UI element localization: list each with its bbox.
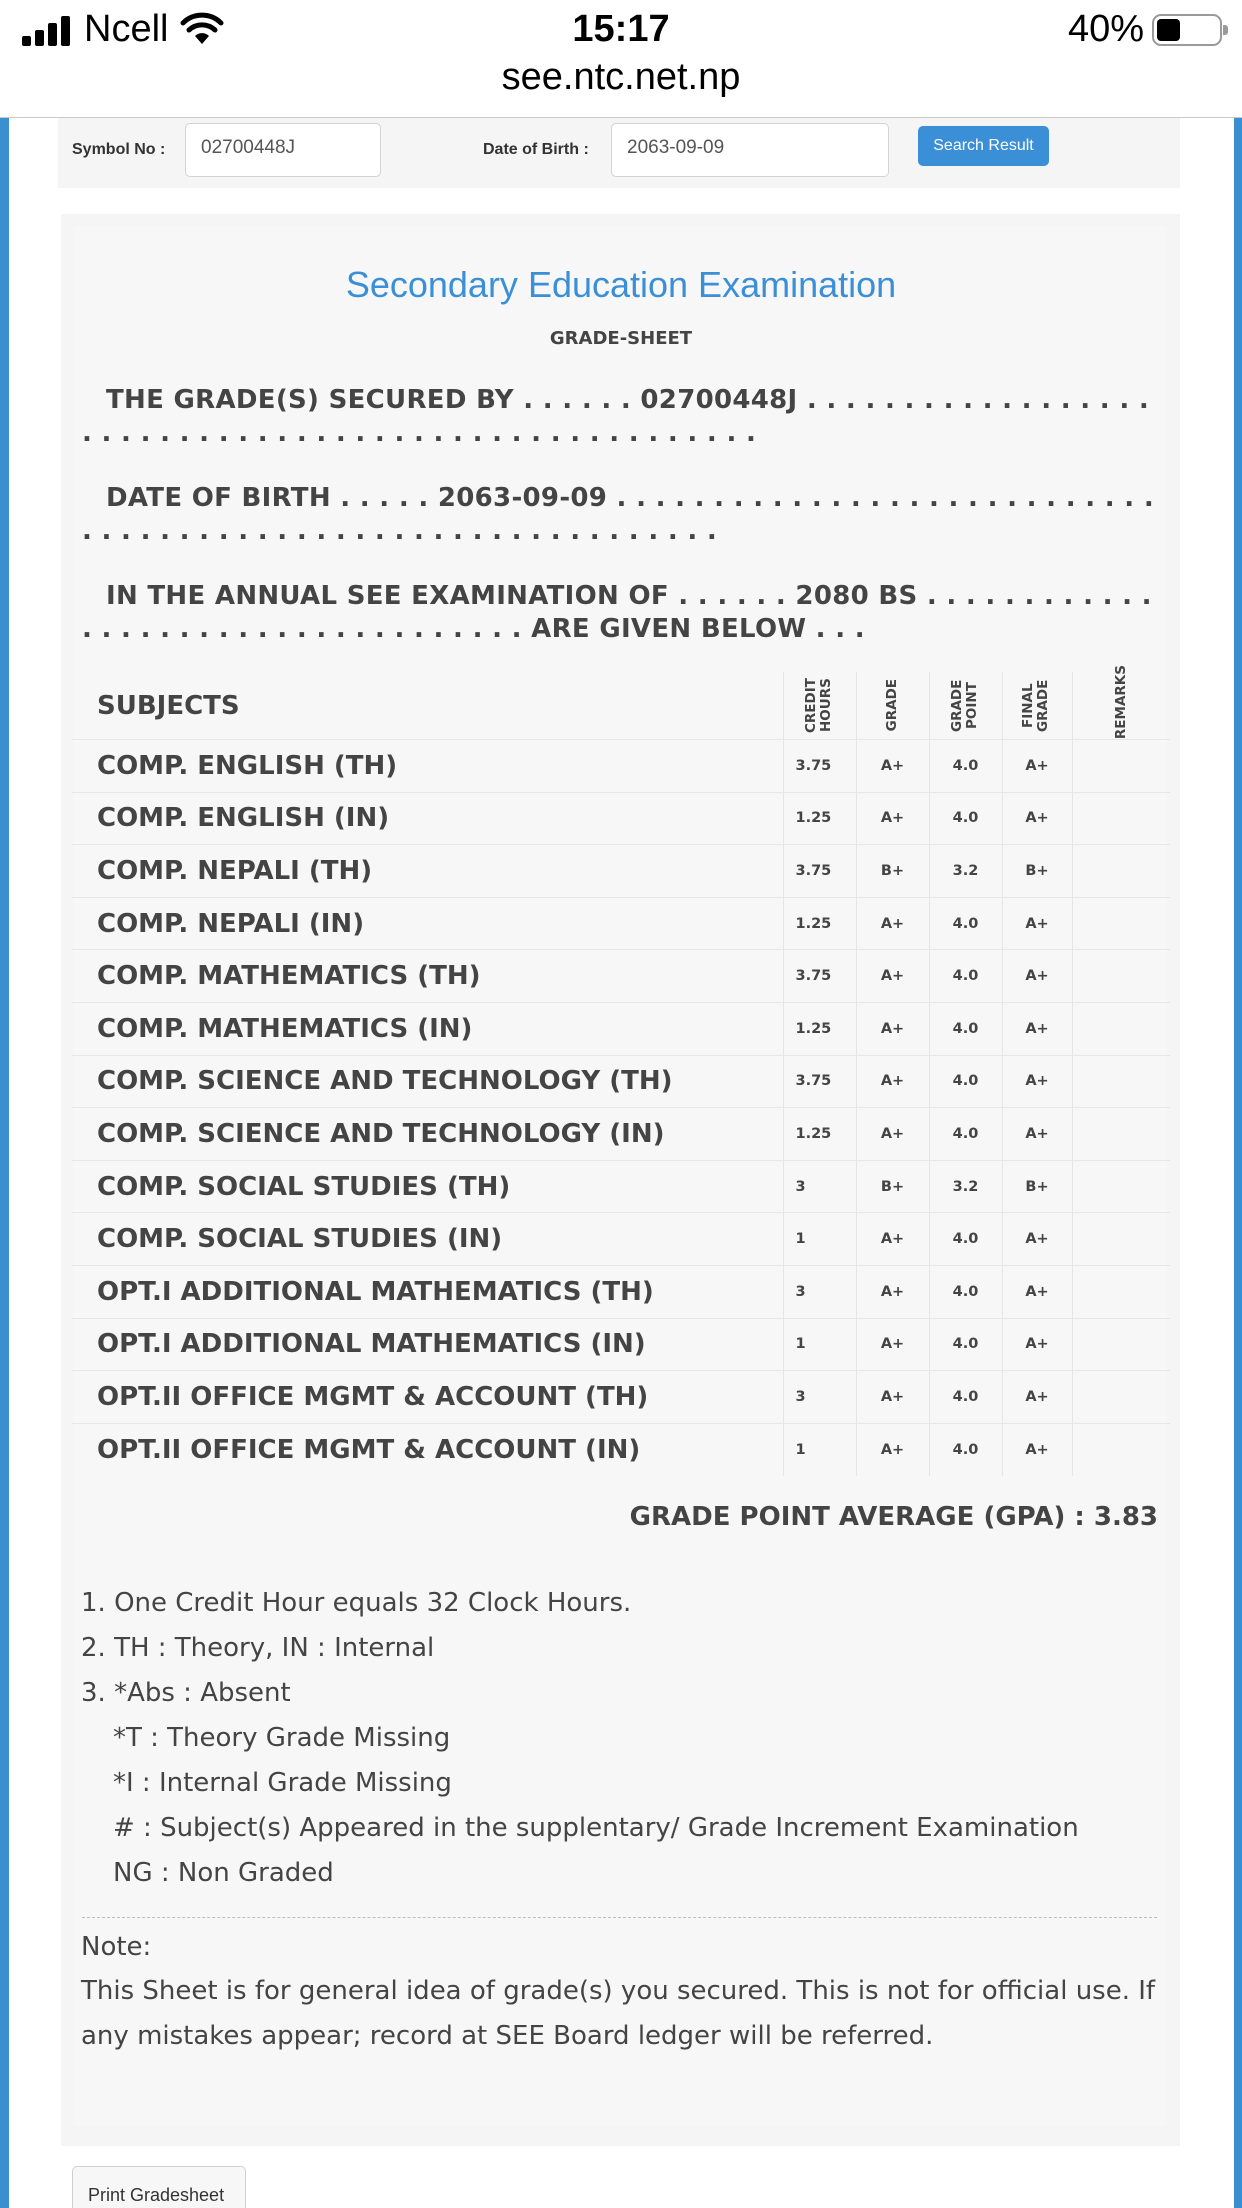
final-grade-cell: A+ [1002, 1371, 1072, 1424]
credit-hours-cell: 3.75 [783, 740, 856, 793]
subject-cell: COMP. ENGLISH (TH) [72, 740, 783, 793]
note-heading: Note: [81, 1932, 152, 1962]
legend-item: *T : Theory Grade Missing [113, 1723, 451, 1753]
address-bar-url[interactable]: see.ntc.net.np [501, 56, 741, 98]
subject-cell: COMP. ENGLISH (IN) [72, 792, 783, 845]
credit-hours-cell: 3 [783, 1160, 856, 1213]
subject-cell: COMP. SCIENCE AND TECHNOLOGY (TH) [72, 1055, 783, 1108]
table-row [72, 1265, 1170, 1318]
table-row [72, 950, 1170, 1003]
clock: 15:17 [572, 8, 670, 50]
grade-point-cell: 4.0 [929, 897, 1002, 950]
final-grade-cell: A+ [1002, 1265, 1072, 1318]
search-result-button[interactable]: Search Result [918, 126, 1049, 166]
grade-cell: A+ [856, 1318, 929, 1371]
final-grade-cell: A+ [1002, 792, 1072, 845]
subject-cell: OPT.I ADDITIONAL MATHEMATICS (IN) [72, 1318, 783, 1371]
remarks-cell [1072, 1265, 1170, 1318]
page-left-border [0, 118, 9, 2208]
grade-cell: A+ [856, 792, 929, 845]
subject-cell: COMP. SOCIAL STUDIES (TH) [72, 1160, 783, 1213]
grade-point-cell: 4.0 [929, 1423, 1002, 1476]
page-right-border [1234, 118, 1242, 2208]
grade-cell: B+ [856, 845, 929, 898]
legend-item: 2. TH : Theory, IN : Internal [81, 1633, 435, 1663]
subject-cell: OPT.I ADDITIONAL MATHEMATICS (TH) [72, 1265, 783, 1318]
battery-percent: 40% [1067, 8, 1144, 50]
table-row [72, 792, 1170, 845]
table-row [72, 1213, 1170, 1266]
grade-table [72, 664, 1170, 1476]
subject-cell: COMP. NEPALI (TH) [72, 845, 783, 898]
credit-hours-cell: 3 [783, 1371, 856, 1424]
remarks-header: REMARKS [1072, 672, 1170, 740]
grade-point-cell: 4.0 [929, 1318, 1002, 1371]
subjects-header: SUBJECTS [97, 690, 240, 721]
credit-hours-cell: 1 [783, 1213, 856, 1266]
table-row [72, 1055, 1170, 1108]
table-row [72, 1108, 1170, 1161]
grade-point-cell: 4.0 [929, 1265, 1002, 1318]
legend-item: 3. *Abs : Absent [81, 1678, 291, 1708]
table-row [72, 897, 1170, 950]
grade-point-cell: 3.2 [929, 1160, 1002, 1213]
credit-hours-cell: 3 [783, 1265, 856, 1318]
table-row [72, 1002, 1170, 1055]
gpa-summary: GRADE POINT AVERAGE (GPA) : 3.83 [629, 1502, 1158, 1532]
grade-cell: A+ [856, 740, 929, 793]
symbol-no-input[interactable]: 02700448J [185, 123, 381, 177]
final-grade-cell: A+ [1002, 1002, 1072, 1055]
gradesheet-title: GRADE-SHEET [549, 328, 693, 349]
legend [81, 1581, 1079, 1896]
credit-hours-cell: 1.25 [783, 792, 856, 845]
final-grade-cell: A+ [1002, 897, 1072, 950]
exam-title: Secondary Education Examination [345, 264, 897, 305]
grade-point-cell: 4.0 [929, 1002, 1002, 1055]
table-header-row [72, 672, 1170, 740]
table-row [72, 740, 1170, 793]
final-grade-cell: A+ [1002, 1423, 1072, 1476]
print-gradesheet-button[interactable]: Print Gradesheet [72, 2166, 246, 2208]
remarks-cell [1072, 740, 1170, 793]
subject-cell: COMP. SCIENCE AND TECHNOLOGY (IN) [72, 1108, 783, 1161]
grade-cell: B+ [856, 1160, 929, 1213]
subject-cell: OPT.II OFFICE MGMT & ACCOUNT (IN) [72, 1423, 783, 1476]
grade-header: GRADE [856, 672, 929, 740]
grade-point-cell: 3.2 [929, 845, 1002, 898]
carrier-name: Ncell [84, 8, 169, 50]
grade-cell: A+ [856, 897, 929, 950]
grade-cell: A+ [856, 1055, 929, 1108]
remarks-cell [1072, 1108, 1170, 1161]
remarks-cell [1072, 1002, 1170, 1055]
grade-cell: A+ [856, 1213, 929, 1266]
grade-point-cell: 4.0 [929, 1371, 1002, 1424]
credit-hours-cell: 1.25 [783, 897, 856, 950]
note-divider [82, 1917, 1157, 1918]
credit-hours-cell: 1 [783, 1318, 856, 1371]
secured-by-line: THE GRADE(S) SECURED BY . . . . . . 02700448J . . . . . . . . . . . . . . . . . . . . . . . . . . . . . . . . . . . . . . . . . . . . . . . . . . . . . [82, 385, 1150, 448]
final-grade-cell: B+ [1002, 1160, 1072, 1213]
final-grade-cell: A+ [1002, 1213, 1072, 1266]
final-grade-cell: A+ [1002, 740, 1072, 793]
symbol-no-label: Symbol No : [72, 141, 166, 158]
final-grade-header: FINAL GRADE [1002, 672, 1072, 740]
final-grade-cell: B+ [1002, 845, 1072, 898]
grade-point-cell: 4.0 [929, 1213, 1002, 1266]
credit-hours-cell: 1.25 [783, 1002, 856, 1055]
grade-cell: A+ [856, 1423, 929, 1476]
remarks-cell [1072, 1371, 1170, 1424]
legend-item: 1. One Credit Hour equals 32 Clock Hours. [81, 1588, 632, 1618]
subject-cell: COMP. NEPALI (IN) [72, 897, 783, 950]
status-bar [0, 0, 1242, 118]
final-grade-cell: A+ [1002, 950, 1072, 1003]
remarks-cell [1072, 950, 1170, 1003]
credit-hours-cell: 3.75 [783, 950, 856, 1003]
grade-point-header: GRADE POINT [929, 672, 1002, 740]
credit-hours-cell: 1 [783, 1423, 856, 1476]
credit-hours-cell: 3.75 [783, 1055, 856, 1108]
legend-item: # : Subject(s) Appeared in the supplentary/ Grade Increment Examination [113, 1813, 1079, 1843]
remarks-cell [1072, 1213, 1170, 1266]
dob-input[interactable]: 2063-09-09 [611, 123, 889, 177]
battery-fill [1157, 19, 1180, 41]
grade-point-cell: 4.0 [929, 950, 1002, 1003]
table-row [72, 1160, 1170, 1213]
date-of-birth-line: DATE OF BIRTH . . . . . 2063-09-09 . . . . . . . . . . . . . . . . . . . . . . . . . . . . . . . . . . . . . . . . . . . . . . . . . . . . . . . . . . . . . [82, 483, 1154, 546]
grade-cell: A+ [856, 1108, 929, 1161]
legend-item: NG : Non Graded [113, 1858, 334, 1888]
exam-year-line: IN THE ANNUAL SEE EXAMINATION OF . . . . . . 2080 BS . . . . . . . . . . . . . . . . . . . . . . . . . . . . . . . . . . . ARE GIVEN BELOW . . . [82, 581, 1152, 644]
credit-hours-cell: 3.75 [783, 845, 856, 898]
credit-hours-header: CREDIT HOURS [783, 672, 856, 740]
final-grade-cell: A+ [1002, 1318, 1072, 1371]
note-text: This Sheet is for general idea of grade(s) you secured. This is not for official use. If any mistakes appear; record at SEE Board ledger will be referred. [81, 1976, 1156, 2051]
subject-cell: COMP. SOCIAL STUDIES (IN) [72, 1213, 783, 1266]
table-row [72, 1318, 1170, 1371]
grade-cell: A+ [856, 950, 929, 1003]
remarks-cell [1072, 1055, 1170, 1108]
credit-hours-cell: 1.25 [783, 1108, 856, 1161]
subject-cell: COMP. MATHEMATICS (TH) [72, 950, 783, 1003]
table-row [72, 845, 1170, 898]
remarks-cell [1072, 897, 1170, 950]
remarks-cell [1072, 845, 1170, 898]
remarks-cell [1072, 1160, 1170, 1213]
remarks-cell [1072, 792, 1170, 845]
subject-cell: OPT.II OFFICE MGMT & ACCOUNT (TH) [72, 1371, 783, 1424]
grade-point-cell: 4.0 [929, 792, 1002, 845]
final-grade-cell: A+ [1002, 1108, 1072, 1161]
grade-cell: A+ [856, 1371, 929, 1424]
grade-point-cell: 4.0 [929, 1108, 1002, 1161]
dob-label: Date of Birth : [483, 141, 589, 158]
battery-icon [1152, 14, 1222, 46]
grade-cell: A+ [856, 1002, 929, 1055]
table-row [72, 1371, 1170, 1424]
final-grade-cell: A+ [1002, 1055, 1072, 1108]
table-row [72, 1423, 1170, 1476]
remarks-cell [1072, 1318, 1170, 1371]
legend-item: *I : Internal Grade Missing [113, 1768, 452, 1798]
subject-cell: COMP. MATHEMATICS (IN) [72, 1002, 783, 1055]
grade-point-cell: 4.0 [929, 740, 1002, 793]
grade-point-cell: 4.0 [929, 1055, 1002, 1108]
remarks-cell [1072, 1423, 1170, 1476]
grade-cell: A+ [856, 1265, 929, 1318]
